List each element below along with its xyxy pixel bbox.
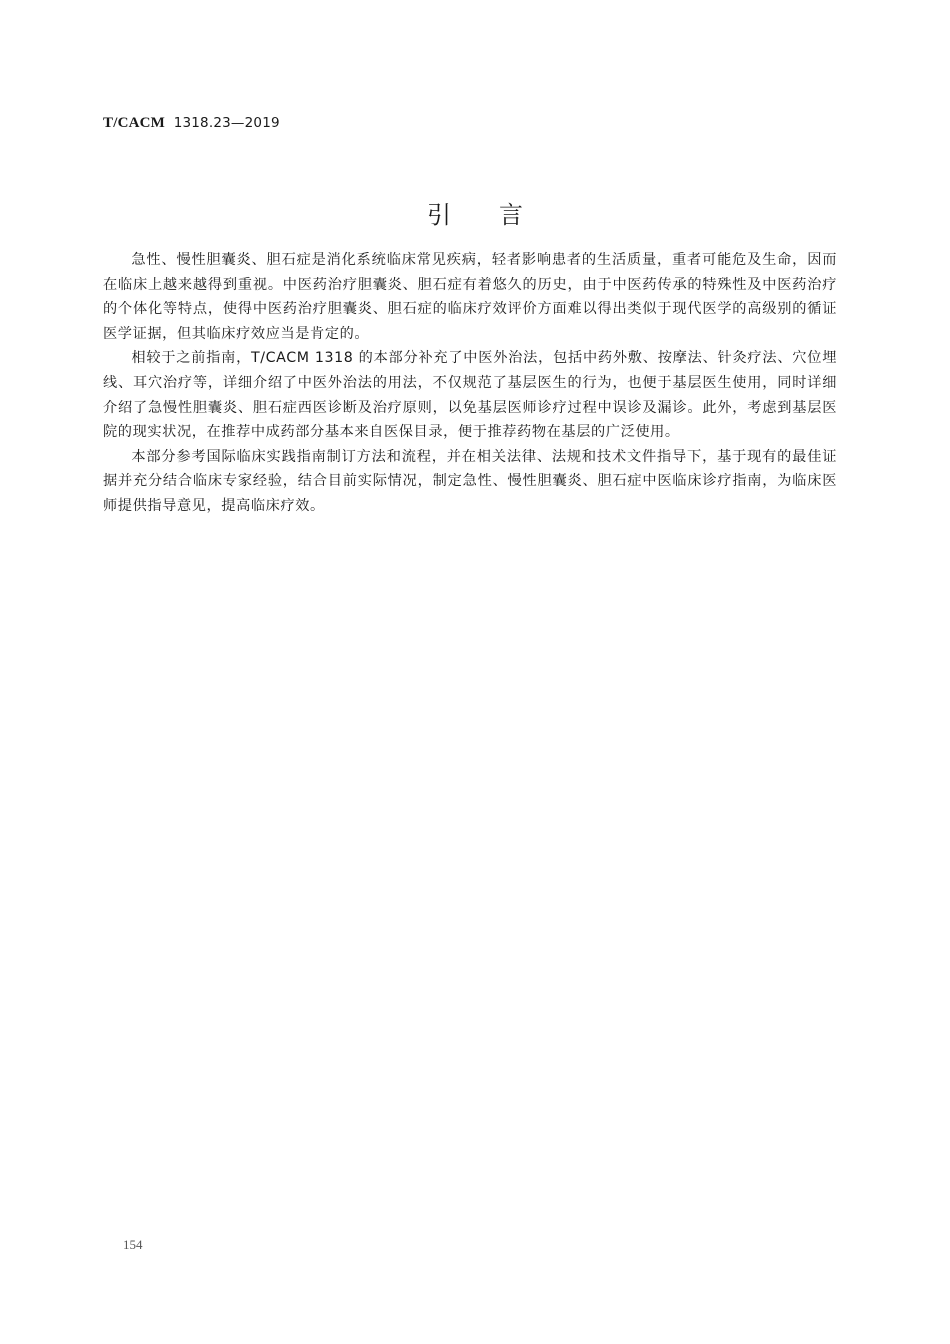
standard-code-number: 1318.23—2019 [173,115,280,131]
paragraph: 相较于之前指南，T/CACM 1318 的本部分补充了中医外治法，包括中药外敷、按摩法、针灸疗法、穴位埋线、耳穴治疗等，详细介绍了中医外治法的用法，不仅规范了基层医生的行为，也便于基层医生使用，同时详细介绍了急慢性胆囊炎、胆石症西医诊断及治疗原则，以免基层医师诊疗过程中误诊及漏诊。此外，考虑到基层医院的现实状况，在推荐中成药部分基本来自医保目录，便于推荐药物在基层的广泛使用。 [103,350,837,441]
standard-code [103,115,280,132]
body-text [103,248,837,519]
page-title: 引言 [427,201,571,229]
standard-code-prefix: T/CACM [103,115,166,131]
paragraph: 急性、慢性胆囊炎、胆石症是消化系统临床常见疾病，轻者影响患者的生活质量，重者可能危及生命，因而在临床上越来越得到重视。中医药治疗胆囊炎、胆石症有着悠久的历史，由于中医药传承的特殊性及中医药治疗的个体化等特点，使得中医药治疗胆囊炎、胆石症的临床疗效评价方面难以得出类似于现代医学的高级别的循证医学证据，但其临床疗效应当是肯定的。 [103,252,837,342]
paragraph: 本部分参考国际临床实践指南制订方法和流程，并在相关法律、法规和技术文件指导下，基于现有的最佳证据并充分结合临床专家经验，结合目前实际情况，制定急性、慢性胆囊炎、胆石症中医临床诊疗指南，为临床医师提供指导意见，提高临床疗效。 [103,448,837,514]
page-number: 154 [123,1237,143,1252]
